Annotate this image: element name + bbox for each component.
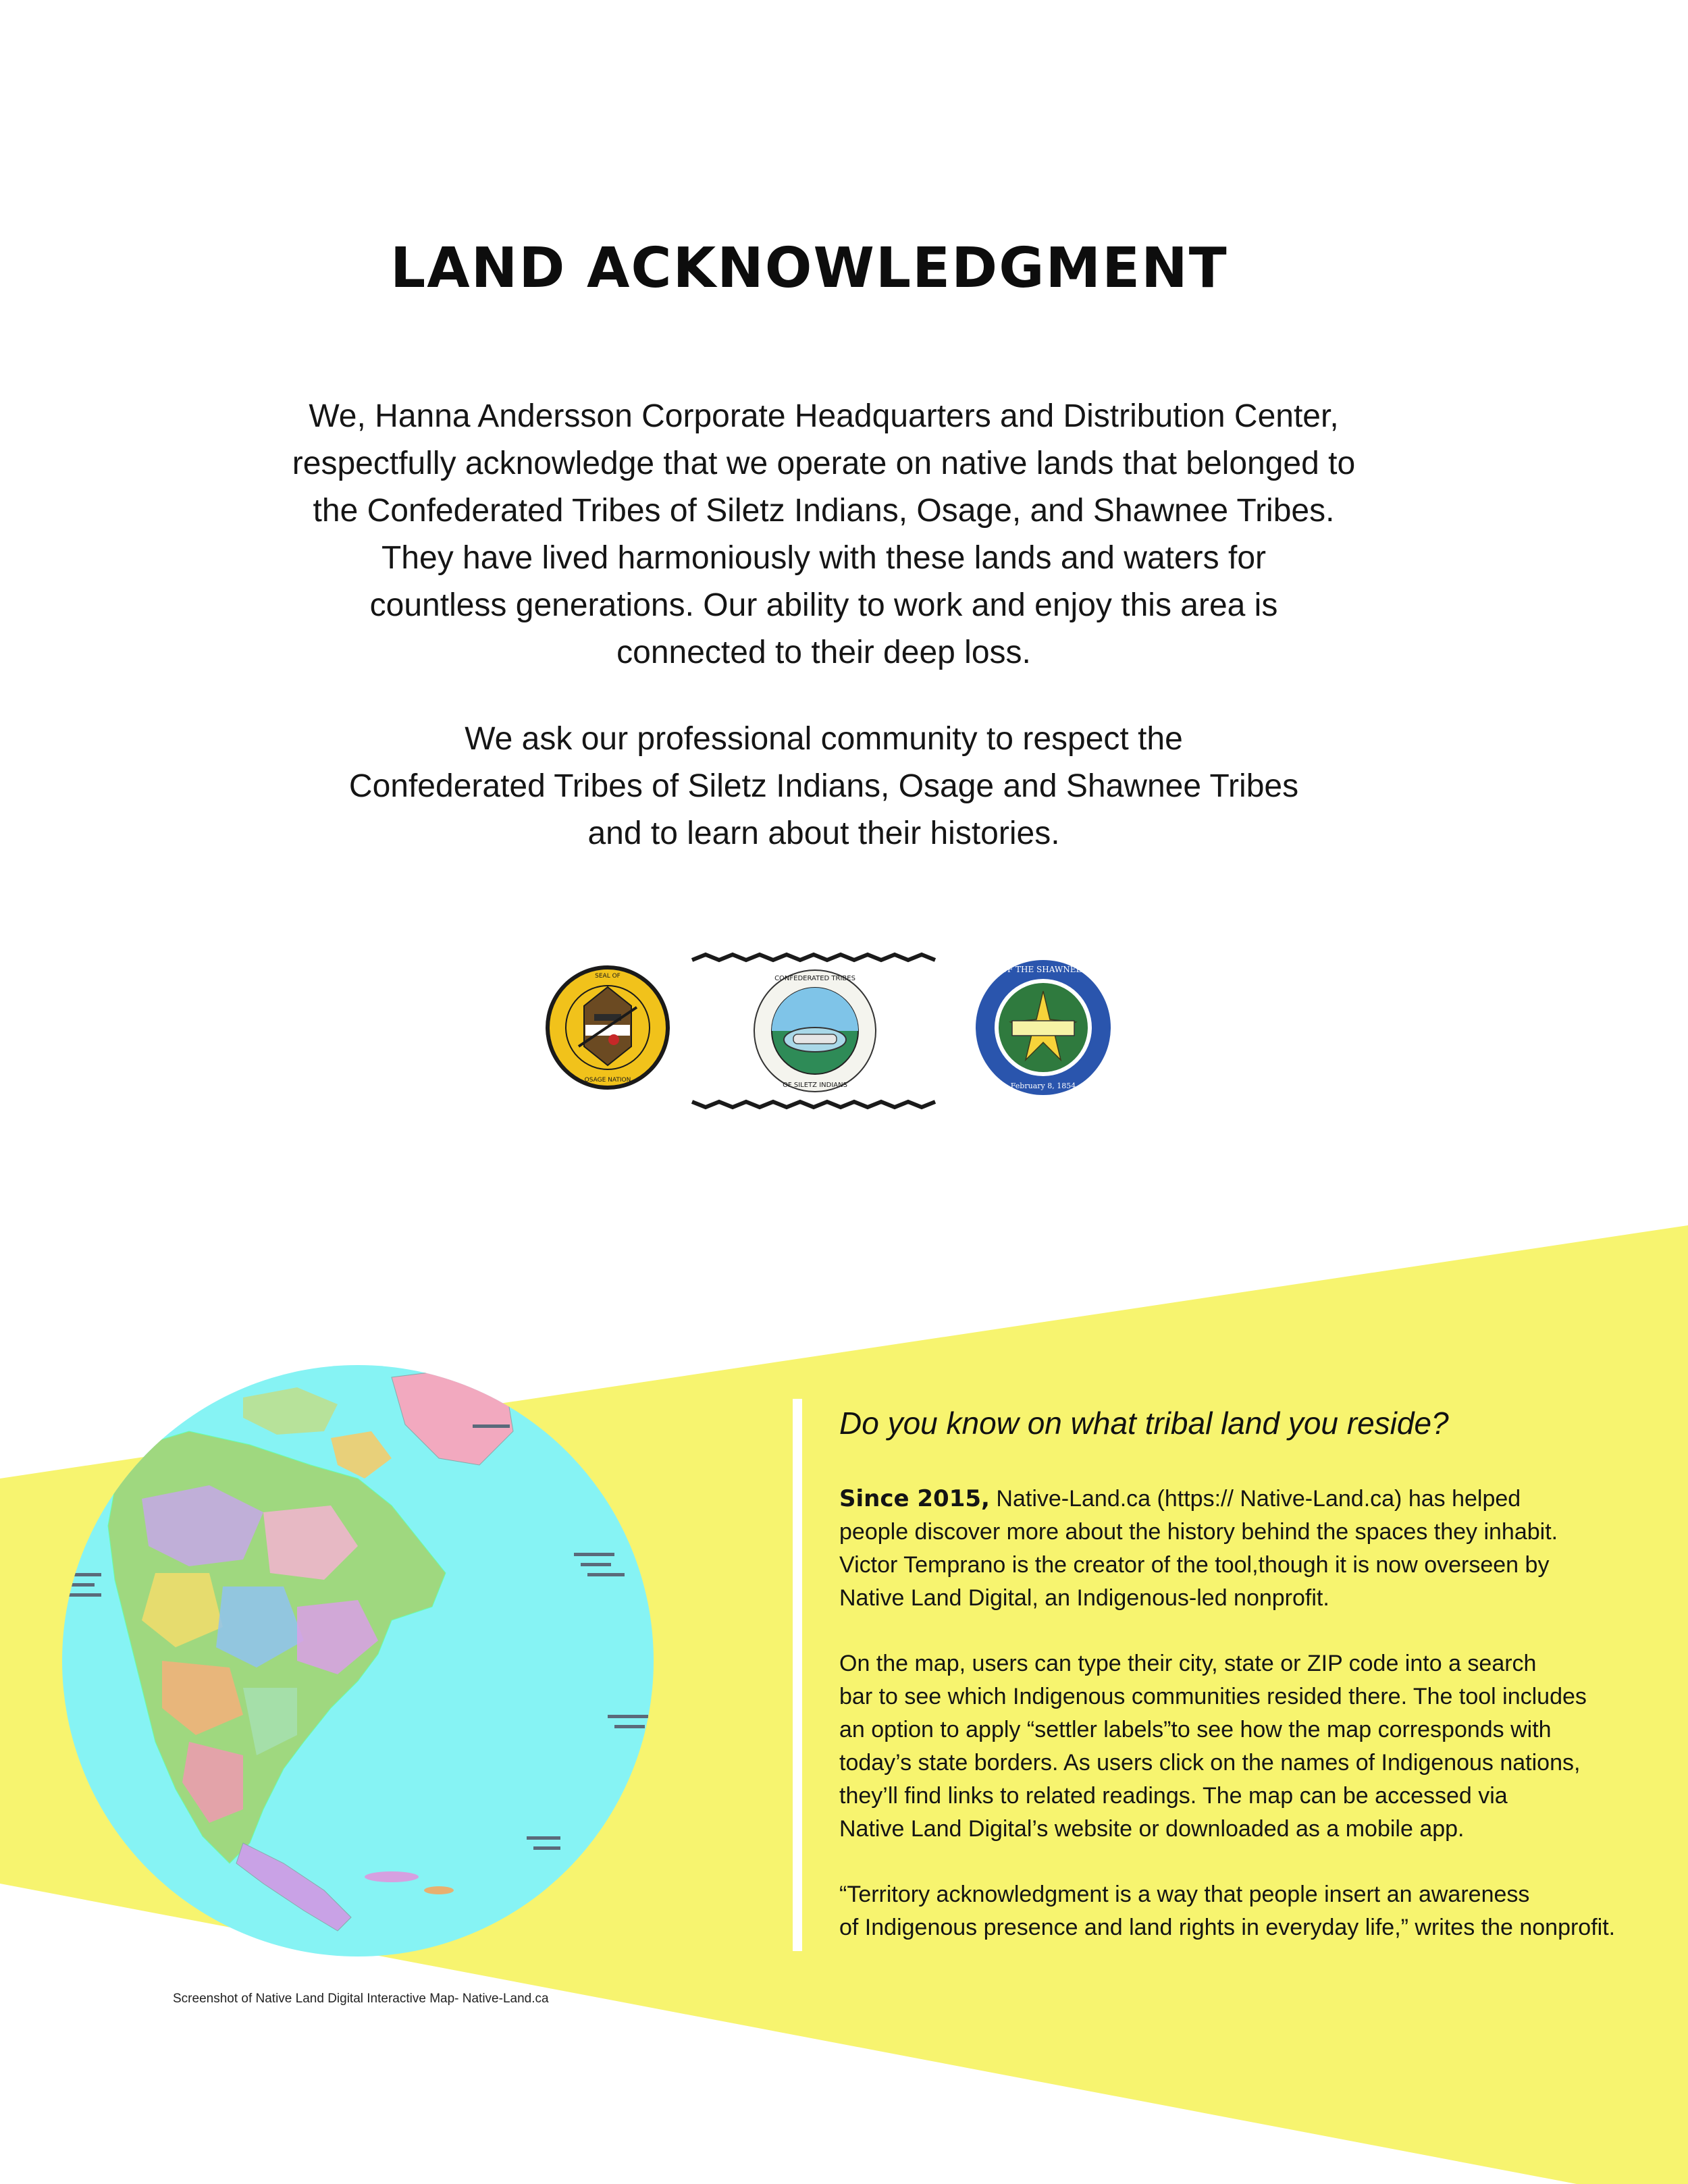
sidebar-line: Native Land Digital’s website or downloaded as a mobile app. xyxy=(839,1816,1465,1842)
sidebar-paragraph-1 xyxy=(839,1483,1650,1615)
sidebar-paragraph-1-first-line xyxy=(839,1483,1650,1516)
sidebar-paragraph-2 xyxy=(839,1647,1650,1846)
sidebar-quote xyxy=(839,1878,1650,1944)
sidebar-line: bar to see which Indigenous communities resided there. The tool includes xyxy=(839,1684,1587,1709)
sidebar-line: they’ll find links to related readings. The map can be accessed via xyxy=(839,1783,1508,1809)
shawnee-tribe-seal xyxy=(962,945,1124,1111)
acknowledgment-line: connected to their deep loss. xyxy=(616,635,1031,670)
acknowledgment-line: the Confederated Tribes of Siletz Indians, Osage, and Shawnee Tribes. xyxy=(313,493,1335,529)
acknowledgment-line: countless generations. Our ability to work and enjoy this area is xyxy=(369,587,1278,623)
svg-text:OF SILETZ INDIANS: OF SILETZ INDIANS xyxy=(783,1082,847,1089)
request-line: Confederated Tribes of Siletz Indians, Osage and Shawnee Tribes xyxy=(348,768,1299,804)
svg-text:February 8, 1854: February 8, 1854 xyxy=(1010,1082,1076,1090)
request-line: and to learn about their histories. xyxy=(587,816,1060,851)
sidebar-line: Victor Temprano is the creator of the tool,though it is now overseen by xyxy=(839,1552,1550,1578)
native-land-sidebar xyxy=(839,1403,1650,1977)
sidebar-question: Do you know on what tribal land you reside? xyxy=(839,1406,1449,1441)
osage-nation-seal xyxy=(530,945,685,1111)
acknowledgment-line: respectfully acknowledge that we operate on native lands that belonged to xyxy=(292,446,1356,481)
svg-text:OSAGE NATION: OSAGE NATION xyxy=(584,1077,631,1084)
acknowledgment-line: We, Hanna Andersson Corporate Headquarters and Distribution Center, xyxy=(309,398,1339,434)
sidebar-divider xyxy=(793,1399,802,1951)
acknowledgment-line: They have lived harmoniously with these lands and waters for xyxy=(381,540,1266,576)
sidebar-line: people discover more about the history behind the spaces they inhabit. xyxy=(839,1519,1558,1545)
request-paragraph xyxy=(135,716,1512,857)
native-land-intro: Native-Land.ca (https:// Native-Land.ca) has helped xyxy=(996,1486,1521,1512)
sidebar-line: “Territory acknowledgment is a way that people insert an awareness xyxy=(839,1882,1530,1907)
sidebar-line: an option to apply “settler labels”to see how the map corresponds with xyxy=(839,1717,1552,1742)
acknowledgment-paragraph xyxy=(135,393,1512,676)
tribal-seals-row xyxy=(530,945,1138,1114)
request-line: We ask our professional community to respect the xyxy=(465,721,1183,757)
svg-text:SEAL OF: SEAL OF xyxy=(595,973,621,980)
sidebar-line: of Indigenous presence and land rights in everyday life,” writes the nonprofit. xyxy=(839,1915,1616,1940)
sidebar-line: Native Land Digital, an Indigenous-led nonprofit. xyxy=(839,1585,1329,1611)
svg-text:CONFEDERATED TRIBES: CONFEDERATED TRIBES xyxy=(774,975,855,982)
sidebar-line: On the map, users can type their city, state or ZIP code into a search xyxy=(839,1651,1537,1676)
page-title: LAND ACKNOWLEDGMENT xyxy=(390,236,1228,300)
confederated-tribes-of-siletz-indians-seal xyxy=(689,945,942,1114)
since-2015-lead: Since 2015, xyxy=(839,1485,990,1512)
map-caption: Screenshot of Native Land Digital Interactive Map- Native-Land.ca xyxy=(173,1992,549,2006)
svg-text:SEAL OF THE SHAWNEE TRIBE: SEAL OF THE SHAWNEE TRIBE xyxy=(975,965,1111,974)
sidebar-line: today’s state borders. As users click on the names of Indigenous nations, xyxy=(839,1750,1581,1776)
native-land-globe-map xyxy=(41,1350,716,1971)
